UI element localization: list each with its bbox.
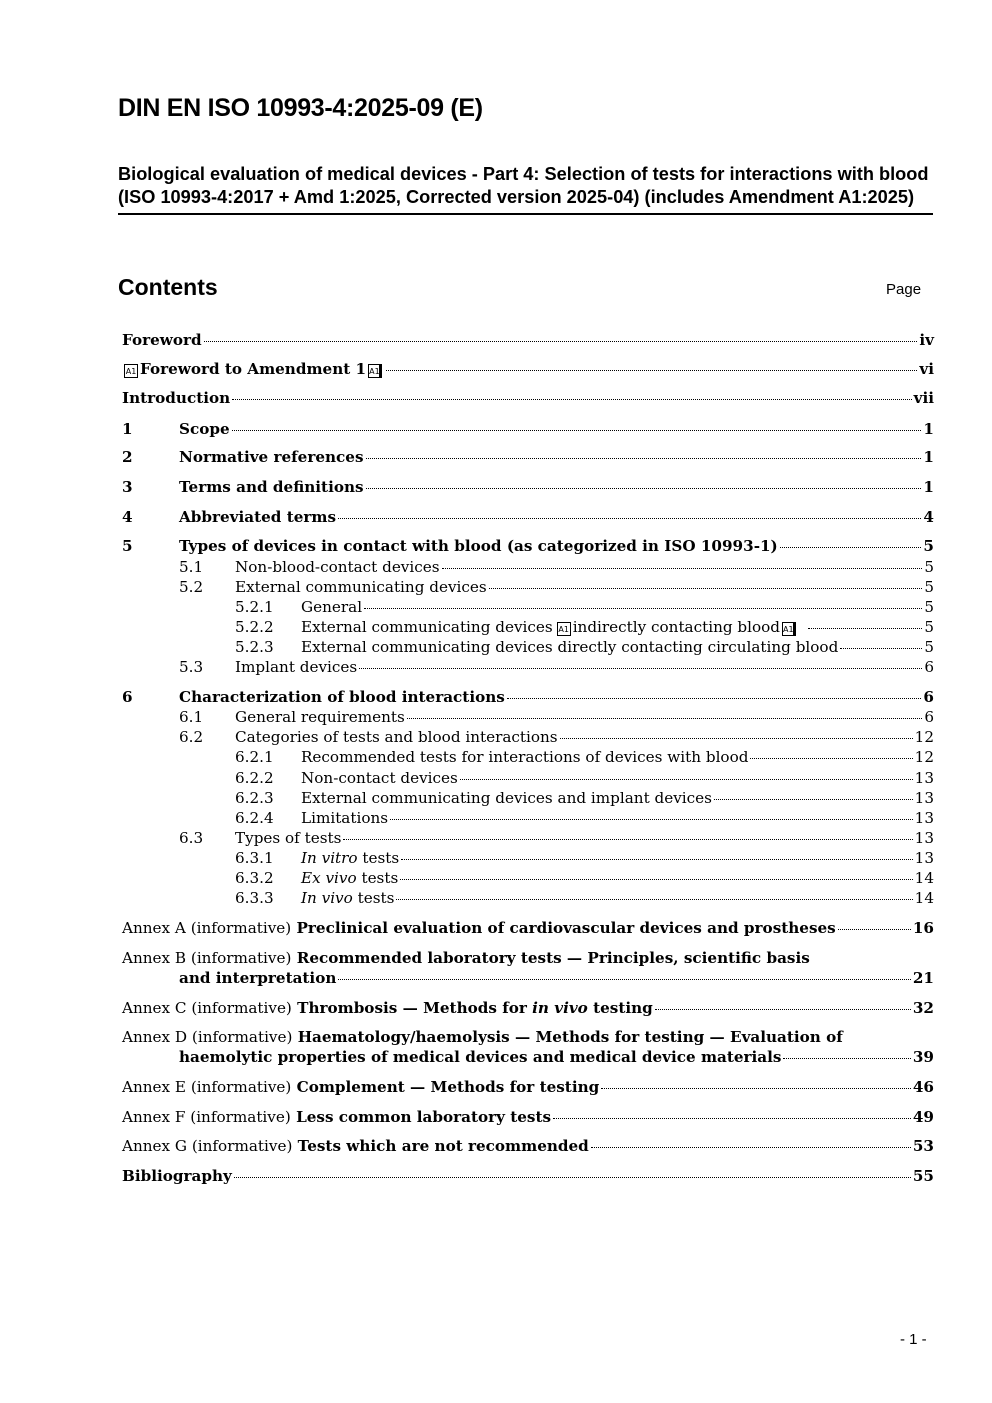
- toc-entry-6[interactable]: 6 Characterization of blood interactions 6: [122, 688, 934, 706]
- toc-entry-5-1[interactable]: 5.1 Non-blood-contact devices 5: [179, 558, 934, 576]
- toc-entry-annex-b[interactable]: Annex B (informative) Recommended laboratory tests — Principles, scientific basis: [122, 949, 810, 967]
- toc-entry-6-2-3[interactable]: 6.2.3 External communicating devices and implant devices 13: [235, 789, 934, 807]
- toc-entry-bibliography[interactable]: Bibliography 55: [122, 1167, 934, 1185]
- page-number: - 1 -: [900, 1331, 927, 1348]
- document-title: Biological evaluation of medical devices - Part 4: Selection of tests for interactions with blood (ISO 10993-4:2017 + Amd 1:2025, Corrected version 2025-04) (includes Amendment A1:2025): [118, 163, 933, 215]
- toc-entry-6-3[interactable]: 6.3 Types of tests 13: [179, 829, 934, 847]
- toc-entry-annex-f[interactable]: Annex F (informative) Less common laboratory tests 49: [122, 1108, 934, 1126]
- toc-entry-annex-a[interactable]: Annex A (informative) Preclinical evaluation of cardiovascular devices and prostheses 16: [122, 919, 934, 937]
- contents-heading: Contents: [118, 274, 218, 300]
- toc-entry-annex-b-cont[interactable]: and interpretation 21: [179, 969, 934, 987]
- page-column-label: Page: [886, 281, 922, 298]
- amendment-end-icon: A1: [782, 622, 796, 636]
- amendment-start-icon: A1: [124, 364, 138, 378]
- toc-entry-4[interactable]: 4 Abbreviated terms 4: [122, 508, 934, 526]
- toc-entry-foreword[interactable]: Foreword iv: [122, 331, 934, 349]
- toc-entry-5-2[interactable]: 5.2 External communicating devices 5: [179, 578, 934, 596]
- toc-entry-6-3-2[interactable]: 6.3.2 Ex vivo tests 14: [235, 869, 934, 887]
- toc-entry-5-2-1[interactable]: 5.2.1 General 5: [235, 598, 934, 616]
- amendment-start-icon: A1: [557, 622, 571, 636]
- document-id: DIN EN ISO 10993-4:2025-09 (E): [118, 94, 483, 122]
- toc-entry-6-3-1[interactable]: 6.3.1 In vitro tests 13: [235, 849, 934, 867]
- toc-entry-annex-d-cont[interactable]: haemolytic properties of medical devices and medical device materials 39: [179, 1048, 934, 1066]
- toc-entry-annex-c[interactable]: Annex C (informative) Thrombosis — Methods for in vivo testing 32: [122, 999, 934, 1017]
- toc-entry-6-1[interactable]: 6.1 General requirements 6: [179, 708, 934, 726]
- toc-entry-1[interactable]: 1 Scope 1: [122, 420, 934, 438]
- toc-entry-6-2[interactable]: 6.2 Categories of tests and blood interactions 12: [179, 728, 934, 746]
- toc-entry-annex-d[interactable]: Annex D (informative) Haematology/haemolysis — Methods for testing — Evaluation of: [122, 1028, 843, 1046]
- toc-entry-6-2-4[interactable]: 6.2.4 Limitations 13: [235, 809, 934, 827]
- toc-entry-annex-e[interactable]: Annex E (informative) Complement — Methods for testing 46: [122, 1078, 934, 1096]
- toc-entry-foreword-amendment[interactable]: A1 Foreword to Amendment 1 A1 vi: [125, 360, 934, 378]
- toc-entry-5-3[interactable]: 5.3 Implant devices 6: [179, 658, 934, 676]
- toc-entry-6-3-3[interactable]: 6.3.3 In vivo tests 14: [235, 889, 934, 907]
- toc-entry-6-2-2[interactable]: 6.2.2 Non-contact devices 13: [235, 769, 934, 787]
- toc-entry-6-2-1[interactable]: 6.2.1 Recommended tests for interactions of devices with blood 12: [235, 748, 934, 766]
- toc-entry-introduction[interactable]: Introduction vii: [122, 389, 934, 407]
- toc-entry-3[interactable]: 3 Terms and definitions 1: [122, 478, 934, 496]
- toc-entry-5-2-2[interactable]: 5.2.2 External communicating devices A1 indirectly contacting blood A1 5: [235, 618, 934, 636]
- amendment-end-icon: A1: [368, 364, 382, 378]
- toc-entry-5[interactable]: 5 Types of devices in contact with blood (as categorized in ISO 10993-1) 5: [122, 537, 934, 555]
- toc-entry-2[interactable]: 2 Normative references 1: [122, 448, 934, 466]
- toc-entry-annex-g[interactable]: Annex G (informative) Tests which are not recommended 53: [122, 1137, 934, 1155]
- toc-entry-5-2-3[interactable]: 5.2.3 External communicating devices directly contacting circulating blood 5: [235, 638, 934, 656]
